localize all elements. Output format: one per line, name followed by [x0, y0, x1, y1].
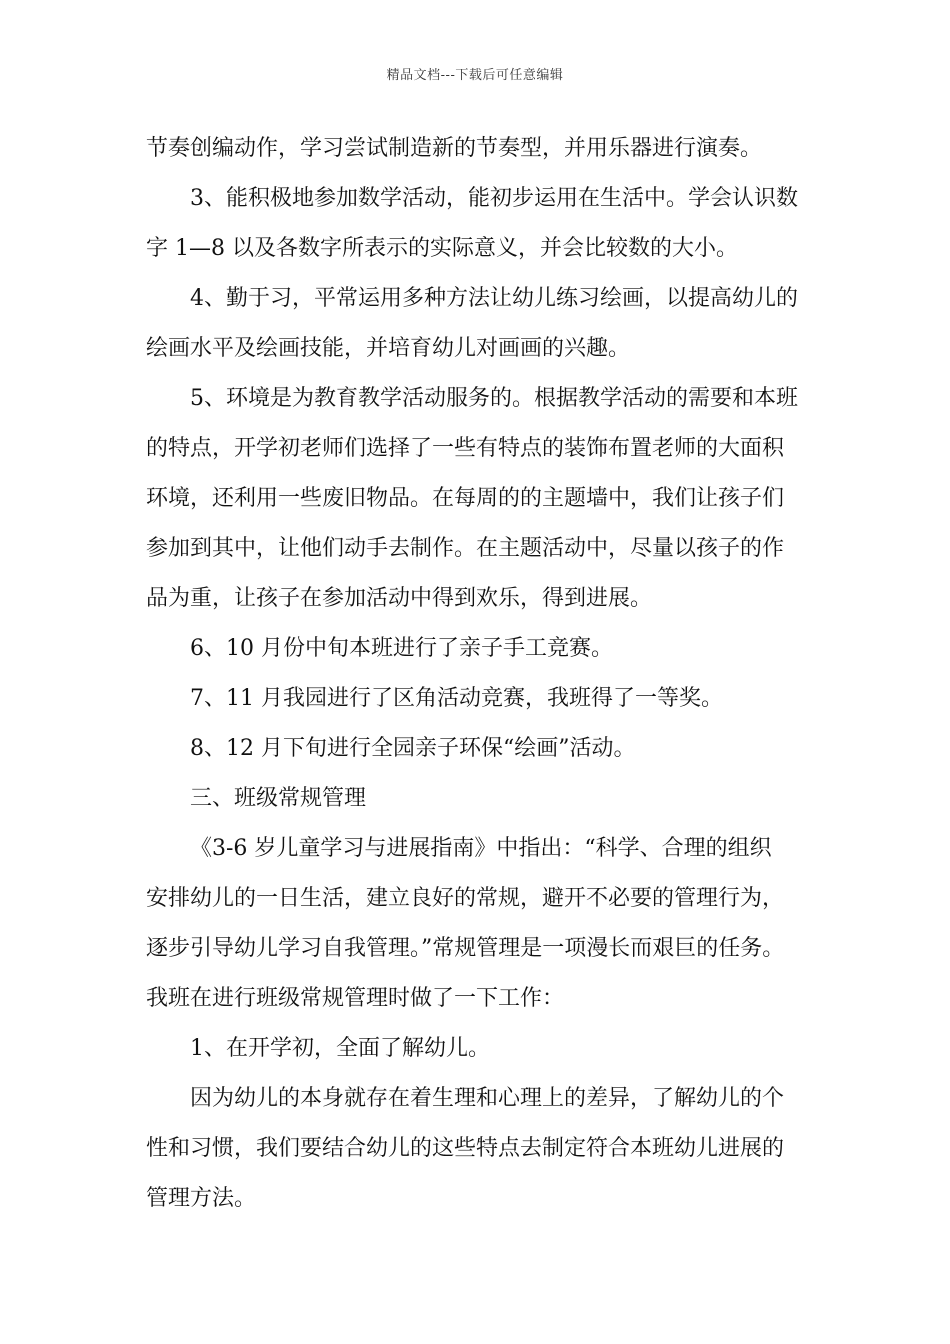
text-line: 字 1—8 以及各数字所表示的实际意义，并会比较数的大小。: [146, 236, 738, 261]
text-line: 参加到其中，让他们动手去制作。在主题活动中，尽量以孩子的作: [146, 536, 785, 561]
text-line: 的特点，开学初老师们选择了一些有特点的装饰布置老师的大面积: [146, 436, 785, 461]
text-line: 绘画水平及绘画技能，并培育幼儿对画画的兴趣。: [146, 336, 631, 361]
text-line: 4、勤于习，平常运用多种方法让幼儿练习绘画，以提高幼儿的: [190, 286, 798, 311]
text-line: 因为幼儿的本身就存在着生理和心理上的差异，了解幼儿的个: [190, 1086, 785, 1111]
text-line: 品为重，让孩子在参加活动中得到欢乐，得到进展。: [146, 586, 653, 611]
text-line: 5、环境是为教育教学活动服务的。根据教学活动的需要和本班: [190, 386, 798, 411]
document-body: [146, 131, 836, 1231]
page-header: 精品文档---下载后可任意编辑: [386, 68, 564, 83]
section-heading: 三、班级常规管理: [190, 786, 367, 811]
text-line: 6、10 月份中旬本班进行了亲子手工竞赛。: [190, 636, 613, 661]
text-line: 8、12 月下旬进行全园亲子环保“绘画”活动。: [190, 736, 636, 761]
text-line: 性和习惯，我们要结合幼儿的这些特点去制定符合本班幼儿进展的: [146, 1136, 785, 1161]
text-line: 逐步引导幼儿学习自我管理。”常规管理是一项漫长而艰巨的任务。: [146, 936, 785, 961]
text-line: 我班在进行班级常规管理时做了一下工作：: [146, 986, 565, 1011]
text-line: 安排幼儿的一日生活，建立良好的常规，避开不必要的管理行为，: [146, 886, 785, 911]
text-line: 环境，还利用一些废旧物品。在每周的的主题墙中，我们让孩子们: [146, 486, 785, 511]
text-line: 《3-6 岁儿童学习与进展指南》中指出：“科学、合理的组织: [190, 836, 772, 861]
text-line: 7、11 月我园进行了区角活动竞赛，我班得了一等奖。: [190, 686, 723, 711]
text-line: 3、能积极地参加数学活动，能初步运用在生活中。学会认识数: [190, 186, 798, 211]
text-line: 管理方法。: [146, 1186, 257, 1211]
text-line: 节奏创编动作，学习尝试制造新的节奏型，并用乐器进行演奏。: [146, 136, 763, 161]
text-line: 1、在开学初，全面了解幼儿。: [190, 1036, 490, 1061]
